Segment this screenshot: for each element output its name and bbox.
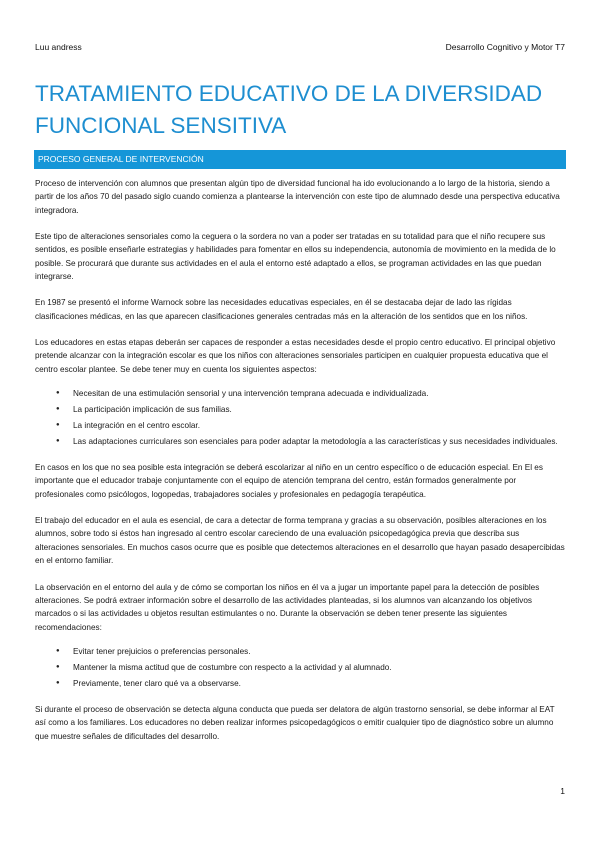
document-body [35, 177, 565, 756]
paragraph: Este tipo de alteraciones sensoriales como la ceguera o la sordera no van a poder ser tratadas en su totalidad para que el niño recupere sus sentidos, es posible enseñarle estrategias y habilidades para fomentar en ellos su independencia, autonomía de movimiento en la medida de lo posible. Se procurará que durante sus actividades en el aula el entorno esté adaptado a ellos, se programan actividades en las que puedan integrarse. [35, 232, 556, 282]
list-item: ● Necesitan de una estimulación sensorial y una intervención temprana adecuada e individualizada. [73, 387, 565, 400]
header-author: Luu andress [35, 42, 82, 52]
paragraph: Los educadores en estas etapas deberán ser capaces de responder a estas necesidades desde el propio centro educativo. El principal objetivo pretende alcanzar con la integración escolar es que los niños con alteraciones sensoriales participen en cualquier propuesta educativa que el centro escolar plantee. Se debe tener muy en cuenta los siguientes aspectos: [35, 338, 556, 374]
paragraph: El trabajo del educador en el aula es esencial, de cara a detectar de forma temprana y gracias a su observación, posibles alteraciones en los alumnos, sobre todo si éstos han ingresado al centro escolar careciendo de una evaluación psicopedagógica previa que describa sus alteraciones sensoriales. En muchos casos ocurre que es posible que detectemos alteraciones en el desarrollo que hayan pasado desapercibidas en el entorno familiar. [35, 516, 565, 566]
header-course: Desarrollo Cognitivo y Motor T7 [445, 42, 565, 52]
paragraph: En 1987 se presentó el informe Warnock sobre las necesidades educativas especiales, en él se destacaba dejar de lado las rígidas clasificaciones médicas, en las que aparecen clasificaciones generales centradas más en la alteración de los sentidos que en los niños. [35, 298, 528, 321]
document-title: TRATAMIENTO EDUCATIVO DE LA DIVERSIDAD FUNCIONAL SENSITIVA [35, 81, 543, 138]
list-item: ● Evitar tener prejuicios o preferencias personales. [73, 645, 565, 658]
list-item: ● Mantener la misma actitud que de costumbre con respecto a la actividad y al alumnado. [73, 661, 565, 674]
recommendations-list [35, 645, 565, 690]
section-heading: PROCESO GENERAL DE INTERVENCIÓN [34, 150, 566, 169]
list-item: ● La integración en el centro escolar. [73, 419, 565, 432]
page-header [35, 42, 565, 52]
paragraph: En casos en los que no sea posible esta integración se deberá escolarizar al niño en un centro específico o de educación especial. En El es importante que el educador trabaje conjuntamente con el equipo de atención temprana del centro, están formados generalmente por profesionales como psicólogos, logopedas, trabajadores sociales y profesionales en pedagogía terapéutica. [35, 463, 543, 499]
list-item: ● La participación implicación de sus familias. [73, 403, 565, 416]
paragraph: La observación en el entorno del aula y de cómo se comportan los niños en él va a jugar un importante papel para la detección de posibles alteraciones. Se podrá extraer información sobre el desarrollo de las actividades planteadas, si los alumnos van alcanzando los objetivos marcados o si las actividades u objetos resultan estimulantes o no. Durante la observación se deben tener presente las siguientes recomendaciones: [35, 582, 540, 632]
page-number: 1 [560, 786, 565, 796]
aspects-list [35, 387, 565, 448]
paragraph: Si durante el proceso de observación se detecta alguna conducta que pueda ser delatora de algún trastorno sensorial, se debe informar al EAT así como a los familiares. Los educadores no deben realizar informes psicopedagógicos o emitir cualquier tipo de diagnóstico sobre un alumno que muestre señales de dificultades del desarrollo. [35, 704, 555, 741]
list-item: ● Las adaptaciones curriculares son esenciales para poder adaptar la metodología a las características y sus necesidades individuales. [73, 435, 565, 448]
list-item: ● Previamente, tener claro qué va a observarse. [73, 677, 565, 690]
paragraph: Proceso de intervención con alumnos que presentan algún tipo de diversidad funcional ha ido evolucionando a lo largo de la historia, siendo a partir de los años 70 del pasado siglo cuando comienza a plantearse la intervención con este tipo de alumnado desde una perspectiva educativa integradora. [35, 179, 560, 215]
